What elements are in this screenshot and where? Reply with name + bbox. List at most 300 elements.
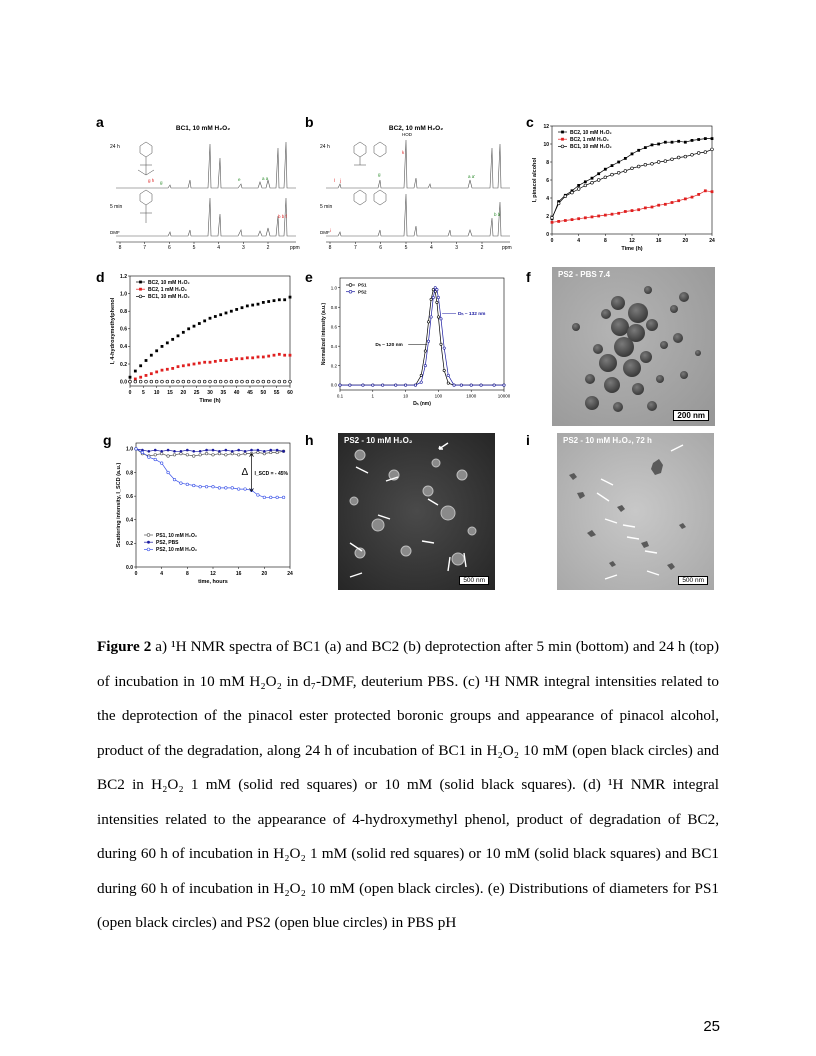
legend-entry: PS2, PBS — [156, 539, 179, 546]
data-point — [186, 483, 189, 486]
data-point — [289, 354, 292, 357]
x-tick-label: 5 — [141, 390, 145, 396]
svg-text:g: g — [160, 180, 163, 185]
data-point — [339, 384, 341, 386]
legend — [144, 533, 197, 553]
data-point — [263, 496, 266, 499]
data-point — [155, 380, 158, 383]
data-point — [432, 296, 434, 298]
data-point — [604, 176, 607, 179]
x-tick-label: 1000 — [466, 393, 477, 399]
data-point — [139, 364, 142, 367]
data-point — [381, 384, 383, 386]
data-point — [173, 478, 176, 481]
data-point — [235, 308, 238, 311]
legend-entry: BC2, 10 mM H₂O₂ — [148, 279, 190, 286]
data-point — [182, 364, 185, 367]
data-point — [561, 138, 564, 141]
data-point — [436, 288, 438, 290]
delta-label: I_SCD = - 45% — [254, 470, 288, 477]
data-point — [624, 210, 627, 213]
data-point — [414, 384, 416, 386]
data-point — [362, 384, 364, 386]
data-point — [161, 369, 164, 372]
x-tick-label: 20 — [261, 571, 268, 577]
legend-entry: PS1 — [358, 282, 367, 288]
y-tick-label: 1.0 — [330, 285, 337, 291]
data-point — [584, 216, 587, 219]
x-tick-label: 4 — [160, 571, 164, 577]
nmr-spectrum-b — [318, 118, 514, 252]
data-point — [139, 281, 142, 284]
data-point — [225, 487, 228, 490]
data-point — [171, 338, 174, 341]
data-point — [231, 452, 234, 455]
nmr-tick-label: 6 — [167, 245, 171, 251]
x-tick-label: 0 — [134, 571, 138, 577]
series-0 — [135, 448, 285, 458]
data-point — [180, 450, 183, 453]
data-point — [273, 299, 276, 302]
data-point — [631, 209, 634, 212]
data-point — [671, 141, 674, 144]
panel-label-i: i — [526, 432, 530, 448]
data-point — [257, 494, 260, 497]
data-point — [453, 384, 455, 386]
data-point — [604, 168, 607, 171]
data-point — [219, 359, 222, 362]
series-2 — [551, 148, 714, 219]
data-point — [424, 364, 426, 366]
data-point — [577, 184, 580, 187]
y-axis-label: Normalized intensity (a.u.) — [321, 302, 327, 366]
data-point — [617, 171, 620, 174]
nmr-b-solvent: DMF — [320, 230, 330, 235]
panel-label-h: h — [305, 432, 314, 448]
legend-entry: BC2, 1 mM H₂O₂ — [148, 286, 187, 293]
data-point — [219, 380, 222, 383]
legend — [558, 130, 612, 150]
data-point — [440, 318, 442, 320]
data-point — [198, 380, 201, 383]
data-point — [637, 208, 640, 211]
y-axis-label: I, pinacol alcohol — [532, 157, 538, 203]
nmr-a-structure-bottom — [140, 190, 152, 223]
data-point — [193, 380, 196, 383]
data-point — [205, 449, 208, 452]
delta-symbol: Δ — [241, 466, 249, 478]
tem-i-label: PS2 - 10 mM H₂O₂, 72 h — [563, 436, 652, 445]
data-point — [257, 356, 260, 359]
legend-entry: BC1, 10 mM H₂O₂ — [570, 144, 612, 151]
x-tick-label: 20 — [682, 238, 689, 244]
data-point — [148, 450, 151, 453]
data-point — [677, 156, 680, 159]
data-point — [218, 487, 221, 490]
data-point — [171, 380, 174, 383]
data-point — [167, 449, 170, 452]
data-point — [443, 347, 445, 349]
annotation-ps1-size: Dₕ ~ 120 nm — [375, 343, 403, 349]
data-point — [148, 456, 151, 459]
data-point — [443, 369, 445, 371]
data-point — [420, 374, 422, 376]
panel-label-c: c — [526, 114, 534, 130]
legend-entry: PS2 — [358, 289, 367, 295]
x-axis-label: Time (h) — [621, 246, 643, 252]
svg-text:l: l — [334, 178, 335, 183]
data-point — [664, 203, 667, 206]
x-tick-label: 0 — [550, 238, 554, 244]
legend-entry: PS2, 10 mM H₂O₂ — [156, 547, 198, 554]
data-point — [657, 161, 660, 164]
nmr-b-tick-labels — [329, 242, 484, 251]
y-tick-label: 0.8 — [126, 470, 133, 477]
svg-text:b b: b b — [494, 212, 501, 217]
y-tick-label: 0.6 — [126, 493, 133, 500]
data-point — [671, 158, 674, 161]
y-tick-label: 0.6 — [120, 326, 127, 333]
data-point — [251, 304, 254, 307]
data-point — [145, 380, 148, 383]
data-point — [349, 290, 352, 293]
y-tick-label: 0.0 — [330, 382, 337, 388]
data-point — [503, 384, 505, 386]
data-point — [278, 298, 281, 301]
data-point — [180, 452, 183, 455]
data-point — [637, 165, 640, 168]
data-point — [644, 163, 647, 166]
data-point — [269, 451, 272, 454]
data-point — [225, 359, 228, 362]
data-point — [447, 374, 449, 376]
x-tick-label: 0 — [128, 390, 132, 396]
y-tick-label: 0.4 — [126, 517, 133, 524]
nmr-b-trace-top — [326, 140, 510, 188]
data-point — [597, 215, 600, 218]
data-point — [129, 376, 132, 379]
data-point — [192, 455, 195, 458]
data-point — [557, 220, 560, 223]
series-line — [552, 136, 712, 219]
tem-f-label: PS2 - PBS 7.4 — [558, 270, 611, 279]
legend — [136, 280, 190, 300]
x-tick-label: 10 — [153, 390, 160, 396]
data-point — [349, 284, 352, 287]
x-tick-label: 35 — [220, 390, 227, 396]
data-point — [611, 213, 614, 216]
series-line — [340, 290, 504, 385]
x-tick-label: 4 — [577, 238, 581, 244]
data-point — [250, 449, 253, 452]
data-point — [273, 354, 276, 357]
data-point — [551, 216, 554, 219]
nmr-b-structure-bottom — [354, 190, 386, 205]
y-tick-label: 0.0 — [120, 379, 127, 386]
nmr-tick-label: 6 — [379, 245, 383, 251]
svg-text:b b f: b b f — [278, 214, 287, 219]
data-point — [657, 143, 660, 146]
data-point — [263, 450, 266, 453]
data-point — [171, 367, 174, 370]
data-point — [150, 372, 153, 375]
data-point — [420, 381, 422, 383]
data-point — [651, 162, 654, 165]
data-point — [150, 380, 153, 383]
data-point — [182, 380, 185, 383]
svg-text:a a': a a' — [468, 174, 476, 179]
y-tick-label: 0.2 — [330, 363, 337, 369]
nmr-a-trace-bottom — [116, 198, 296, 236]
x-tick-label: 12 — [629, 238, 635, 244]
data-point — [571, 218, 574, 221]
tem-h-scalebar: 500 nm — [459, 576, 489, 585]
data-point — [664, 141, 667, 144]
svg-text:e: e — [238, 177, 241, 182]
data-point — [166, 341, 169, 344]
tem-image-i — [557, 433, 714, 590]
data-point — [480, 384, 482, 386]
data-point — [283, 298, 286, 301]
data-point — [246, 380, 249, 383]
data-point — [203, 380, 206, 383]
data-point — [244, 488, 247, 491]
data-point — [198, 362, 201, 365]
nmr-a-structure-top — [138, 142, 154, 175]
data-point — [470, 384, 472, 386]
panel-label-g: g — [103, 432, 112, 448]
legend-entry: BC2, 10 mM H₂O₂ — [570, 129, 612, 136]
y-tick-label: 2 — [546, 213, 549, 220]
series-line — [136, 449, 284, 451]
nmr-tick-label: 5 — [404, 245, 408, 251]
nmr-spectrum-a — [108, 118, 300, 252]
data-point — [257, 451, 260, 454]
data-point — [209, 317, 212, 320]
data-point — [212, 449, 215, 452]
data-point — [664, 160, 667, 163]
data-point — [225, 449, 228, 452]
data-point — [160, 452, 163, 455]
data-point — [711, 148, 714, 151]
caption-text: a) ¹H NMR spectra of BC1 (a) and BC2 (b) deprotection after 5 min (bottom) and 24 h (top) of incubation in 10 mM H₂O₂ in d₇-DMF, deuterium PBS. (c) ¹H NMR integral intensities related to the deprotection of the pinacol ester protected boronic groups and appearance of pinacol alcohol, product of the degradation, along 24 h of incubation of BC1 in H₂O₂ 10 mM (open black circles) and BC2 in H₂O₂ 1 mM (solid red squares) or 10 mM (solid black squares). (d) ¹H NMR integral intensities related to the appearance of 4-hydroxymethyl phenol, product of degradation of BC2, during 60 h of incubation in H₂O₂ 1 mM (solid red squares) or 10 mM (solid black squares) and BC1 during 60 h of incubation in H₂O₂ 10 mM (open black circles). (e) Distributions of diameters for PS1 (open black circles) and PS2 (open blue circles) in PBS pH — [97, 638, 720, 931]
data-point — [218, 452, 221, 455]
data-point — [199, 485, 202, 488]
data-point — [214, 360, 217, 363]
data-point — [424, 350, 426, 352]
nmr-a-xlabel: ppm — [290, 245, 300, 251]
data-point — [624, 170, 627, 173]
nmr-tick-label: 2 — [480, 245, 484, 251]
tem-f-particles — [552, 267, 715, 426]
series-1 — [129, 353, 292, 383]
data-point — [231, 450, 234, 453]
panel-label-b: b — [305, 114, 314, 130]
data-point — [192, 484, 195, 487]
y-tick-label: 1.0 — [126, 446, 133, 453]
data-point — [244, 450, 247, 453]
data-point — [283, 380, 286, 383]
data-point — [203, 319, 206, 322]
x-tick-label: 20 — [180, 390, 187, 396]
panel-label-e: e — [305, 269, 313, 285]
data-point — [141, 451, 144, 454]
data-point — [711, 190, 714, 193]
data-point — [241, 306, 244, 309]
data-point — [611, 173, 614, 176]
x-tick-label: 16 — [235, 571, 242, 577]
data-point — [212, 454, 215, 457]
data-point — [564, 219, 567, 222]
nmr-tick-label: 4 — [217, 245, 221, 251]
data-point — [704, 151, 707, 154]
data-point — [651, 144, 654, 147]
data-point — [139, 380, 142, 383]
data-point — [193, 325, 196, 328]
data-point — [147, 541, 150, 544]
data-point — [205, 452, 208, 455]
data-point — [218, 450, 221, 453]
data-point — [225, 380, 228, 383]
data-point — [263, 452, 266, 455]
nmr-tick-label: 3 — [455, 245, 459, 251]
data-point — [691, 139, 694, 142]
data-point — [214, 315, 217, 318]
data-point — [430, 298, 432, 300]
data-point — [273, 380, 276, 383]
data-point — [644, 207, 647, 210]
data-point — [246, 305, 249, 308]
nmr-tick-label: 8 — [118, 245, 122, 251]
y-axis-label: Scattering intensity, I_SCD (a.u.) — [116, 462, 122, 548]
y-tick-label: 6 — [546, 177, 549, 184]
panel-label-a: a — [96, 114, 104, 130]
data-point — [167, 455, 170, 458]
data-point — [198, 322, 201, 325]
x-tick-label: 15 — [167, 390, 173, 396]
y-tick-label: 0.2 — [126, 541, 133, 548]
data-point — [209, 380, 212, 383]
tem-image-h — [338, 433, 495, 590]
data-point — [276, 451, 279, 454]
data-point — [677, 140, 680, 143]
data-point — [577, 188, 580, 191]
nmr-tick-label: 4 — [429, 245, 433, 251]
data-point — [244, 452, 247, 455]
data-point — [154, 454, 157, 457]
x-tick-label: 24 — [709, 238, 715, 244]
data-point — [166, 368, 169, 371]
data-point — [493, 384, 495, 386]
chart-d — [108, 270, 298, 418]
svg-text:g: g — [378, 172, 381, 177]
x-tick-label: 8 — [185, 571, 189, 577]
data-point — [597, 172, 600, 175]
data-point — [173, 454, 176, 457]
tem-i-debris — [557, 433, 714, 590]
data-point — [161, 380, 164, 383]
data-point — [155, 349, 158, 352]
data-point — [251, 380, 254, 383]
data-point — [257, 303, 260, 306]
data-point — [278, 353, 281, 356]
data-point — [561, 145, 564, 148]
nmr-tick-label: 7 — [353, 245, 357, 251]
data-point — [160, 462, 163, 465]
data-point — [460, 384, 462, 386]
tem-image-f — [552, 267, 715, 426]
plot-frame — [340, 278, 504, 390]
data-point — [230, 380, 233, 383]
data-point — [711, 137, 714, 140]
data-point — [697, 152, 700, 155]
data-point — [235, 380, 238, 383]
tem-f-scalebar: 200 nm — [673, 410, 709, 421]
x-tick-label: 30 — [207, 390, 213, 396]
y-tick-label: 0.2 — [120, 361, 127, 368]
data-point — [269, 496, 272, 499]
data-point — [276, 496, 279, 499]
data-point — [154, 458, 157, 461]
data-point — [597, 179, 600, 182]
data-point — [677, 199, 680, 202]
data-point — [134, 370, 137, 373]
y-axis-label: I, 4-hydroxymethylphenol — [110, 297, 116, 365]
x-axis-label: Time (h) — [199, 398, 221, 404]
data-point — [657, 204, 660, 207]
data-point — [697, 193, 700, 196]
data-point — [276, 449, 279, 452]
data-point — [231, 487, 234, 490]
tem-h-label: PS2 - 10 mM H₂O₂ — [344, 436, 413, 445]
data-point — [267, 355, 270, 358]
data-point — [432, 288, 434, 290]
data-point — [684, 155, 687, 158]
data-point — [212, 485, 215, 488]
figure-caption — [97, 630, 719, 941]
svg-text:g h: g h — [148, 178, 155, 183]
data-point — [404, 384, 406, 386]
nmr-a-solvent: DMF — [110, 230, 120, 235]
data-point — [173, 450, 176, 453]
series-0 — [339, 288, 505, 386]
data-point — [437, 316, 439, 318]
y-tick-label: 0.4 — [120, 344, 127, 351]
data-point — [237, 449, 240, 452]
series-1 — [135, 448, 285, 453]
data-point — [437, 296, 439, 298]
data-point — [237, 488, 240, 491]
nmr-a-time-top: 24 h — [110, 144, 120, 150]
data-point — [551, 221, 554, 224]
data-point — [691, 196, 694, 199]
data-point — [704, 137, 707, 140]
data-point — [180, 482, 183, 485]
data-point — [564, 195, 567, 198]
data-point — [139, 376, 142, 379]
data-point — [584, 180, 587, 183]
data-point — [182, 331, 185, 334]
svg-text:i: i — [330, 228, 331, 233]
data-point — [246, 356, 249, 359]
x-tick-label: 0.1 — [336, 393, 344, 399]
series-1 — [551, 189, 714, 223]
data-point — [262, 380, 265, 383]
data-point — [205, 485, 208, 488]
x-tick-label: 50 — [260, 390, 267, 396]
nmr-tick-label: 5 — [192, 245, 196, 251]
data-point — [282, 450, 285, 453]
